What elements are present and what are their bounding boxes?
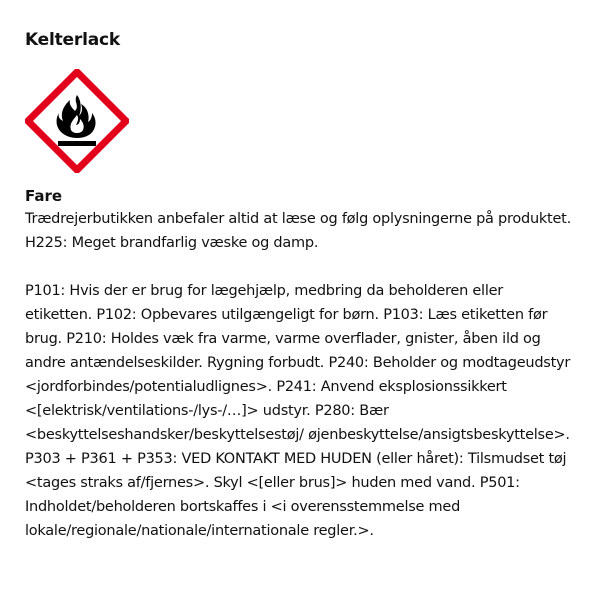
spacer xyxy=(25,255,574,279)
advice-text: Trædrejerbutikken anbefaler altid at læse og følg oplysningerne på produktet. xyxy=(25,211,571,227)
hazard-statement: H225: Meget brandfarlig væske og damp. xyxy=(25,235,319,251)
signal-word: Fare xyxy=(25,187,63,205)
flame-icon xyxy=(25,69,129,173)
product-title: Kelterlack xyxy=(25,30,120,50)
precautionary-statements: P101: Hvis der er brug for lægehjælp, medbring da beholderen eller etiketten. P102: Opbevares utilgængeligt for børn. P103: Læs etiketten før brug. P210: Holdes væk fra varme, varme overflader, gnister, åben ild og andre antændelseskilder. Rygning forbudt. P240: Beholder og modtageudstyr <jordforbindes/potentialudlignes>. P241: Anvend eksplosionssikkert <[elektrisk/ventilations-/lys-/…]> udstyr. P280: Bær <beskyttelseshandsker/beskyttelsestøj/ øjenbeskyttelse/ansigtsbeskyttelse>. P303 + P361 + P353: VED KONTAKT MED HUDEN (eller håret): Tilsmudset tøj <tages straks af/fjernes>. Skyl <[eller brus]> huden med vand. P501: Indholdet/beholderen bortskaffes i <i overensstemmelse med lokale/regionale/nationale/internationale regler.>. xyxy=(25,283,571,539)
ghs-flammable-pictogram xyxy=(25,69,129,173)
